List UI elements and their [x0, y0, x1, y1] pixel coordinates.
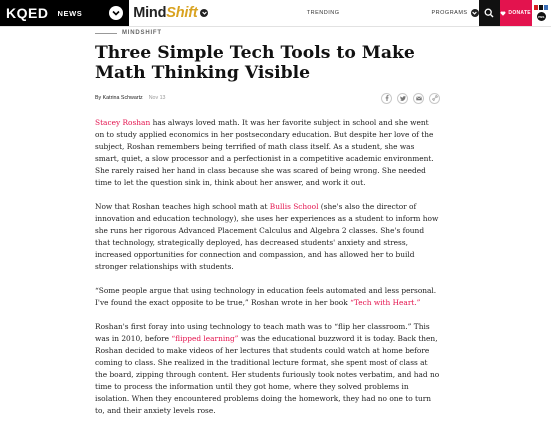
- section-name[interactable]: MINDSHIFT: [122, 30, 162, 36]
- link-icon: [432, 95, 438, 101]
- share-buttons: [381, 93, 440, 104]
- programs-dropdown-icon: [471, 9, 479, 17]
- paragraph-text: has always loved math. It was her favorite subject in school and she went on to study applied economics in her postsecondary education. But despite her love of the subject, Roshan remembers being terrified of math class itself. As a student, she was smart, quiet, a slow processor and a perfectionist in a competitive academic environment. She rarely raised her hand in class because she was scared of being wrong. She needed time to let the question sink in, think about her answer, and work it out.: [95, 118, 434, 187]
- chevron-down-icon: [472, 11, 477, 15]
- top-navigation-bar: [0, 0, 551, 27]
- brand-dropdown-button[interactable]: [200, 9, 208, 17]
- pbs-logo[interactable]: PBS: [537, 12, 546, 21]
- paragraph-text: was the educational buzzword it is today. Back then, Roshan decided to make videos of her lectures that students could watch at home before coming to class. She realized in the traditional lecture format, she spent most of class at the board, zipping through content. Her students furiously took notes verbatim, and had no time to process the information until they got home, where they solved problems in isolation. When they encountered problems doing the homework, they had no one to turn to, and their anxiety levels rose.: [95, 334, 440, 415]
- donate-button[interactable]: [500, 0, 532, 26]
- article: [95, 30, 440, 429]
- section-rule: [95, 33, 117, 34]
- copy-link-button[interactable]: [429, 93, 440, 104]
- npr-block-r: [544, 5, 548, 10]
- link-stacey-roshan[interactable]: Stacey Roshan: [95, 118, 151, 127]
- chevron-down-icon: [112, 10, 120, 16]
- chevron-down-icon: [202, 11, 207, 15]
- article-title: Three Simple Tech Tools to Make Math Thinking Visible: [95, 43, 415, 83]
- news-label[interactable]: NEWS: [57, 8, 83, 18]
- twitter-icon: [400, 96, 406, 101]
- link-tech-with-heart[interactable]: “Tech with Heart.”: [350, 298, 421, 307]
- byline-row: [95, 91, 440, 105]
- email-icon: [416, 96, 422, 101]
- email-share-button[interactable]: [413, 93, 424, 104]
- twitter-share-button[interactable]: [397, 93, 408, 104]
- paragraph-text: Now that Roshan teaches high school math at: [95, 202, 270, 211]
- kqed-logo[interactable]: KQED: [6, 5, 49, 21]
- paragraph-1: [95, 117, 440, 189]
- mindshift-brand[interactable]: [129, 0, 213, 26]
- paragraph-2: [95, 201, 440, 273]
- search-button[interactable]: [479, 0, 500, 26]
- search-icon: [484, 8, 494, 18]
- heart-icon: [500, 11, 506, 16]
- npr-block-n: [534, 5, 538, 10]
- donate-label: DONATE: [508, 10, 531, 16]
- paragraph-text: Roshan's first foray into using technology to teach math was to “flip her classroom.” This was in 2010, before: [95, 322, 430, 343]
- section-label: [95, 30, 440, 36]
- main-nav: [213, 0, 479, 26]
- paragraph-3: [95, 285, 440, 309]
- nav-trending[interactable]: TRENDING: [306, 10, 340, 16]
- npr-block-p: [539, 5, 543, 10]
- paragraph-text: (she's also the director of innovation and education technology), she uses her experiences as a student to inform how she runs her rigorous Advanced Placement Calculus and Algebra 2 classes. She's found that technology, strategically deployed, has decreased students' anxiety and stress, increased opportunities for connection and compassion, and has allowed her to build stronger relationships with students.: [95, 202, 439, 271]
- partner-logos: [532, 0, 551, 26]
- kqed-news-header: [0, 0, 129, 26]
- news-dropdown-button[interactable]: [109, 6, 123, 20]
- brand-part-shift: Shift: [166, 5, 198, 21]
- link-flipped-learning[interactable]: “flipped learning”: [171, 334, 239, 343]
- link-bullis-school[interactable]: Bullis School: [269, 202, 319, 211]
- publish-date: Nov 13: [148, 95, 166, 101]
- byline[interactable]: By Katrina Schwartz: [95, 95, 143, 101]
- brand-part-mind: Mind: [133, 5, 167, 21]
- nav-programs-label: PROGRAMS: [431, 10, 468, 16]
- mindshift-logo: [133, 5, 197, 21]
- facebook-icon: [385, 95, 389, 101]
- npr-logo[interactable]: [534, 5, 548, 10]
- nav-programs[interactable]: [432, 9, 479, 17]
- article-body: [95, 117, 440, 417]
- facebook-share-button[interactable]: [381, 93, 392, 104]
- paragraph-text: “Some people argue that using technology in education feels automated and less personal. I've found the exact opposite to be true,” Roshan wrote in her book: [95, 286, 437, 307]
